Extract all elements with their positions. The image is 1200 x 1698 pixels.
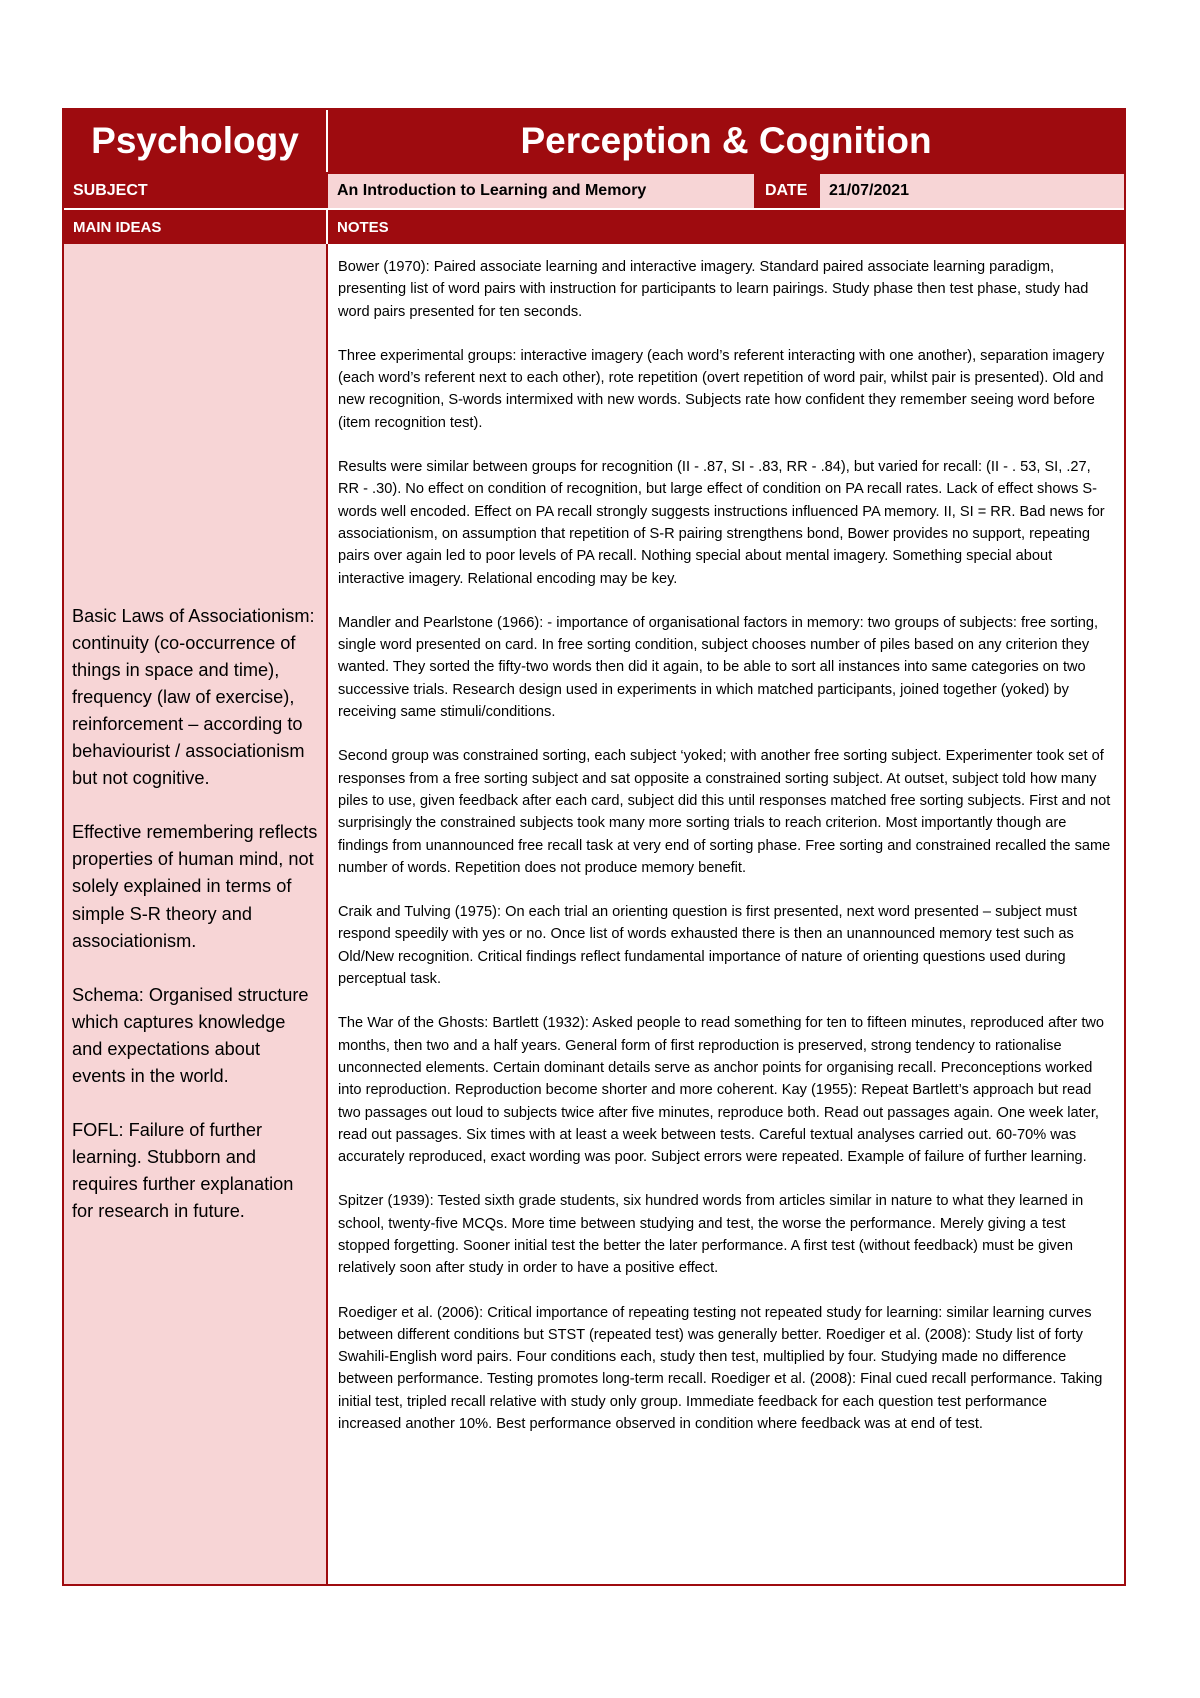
note-paragraph: Roediger et al. (2006): Critical importance of repeating testing not repeated study for learning: similar learning curves between different conditions but STST (repeated test) was generally better. Roediger et al. (2008): Study list of forty Swahili-English word pairs. Four conditions each, study then test, multiplied by four. Studying made no difference between performance. Testing promotes long-term recall. Roediger et al. (2008): Final cued recall performance. Taking initial test, tripled recall relative with study only group. Immediate feedback for each question test performance increased another 10%. Best performance observed in condition where feedback was at end of test. [338,1304,1103,1433]
main-idea-paragraph: Schema: Organised structure which captures knowledge and expectations about events in the world. [72,984,309,1086]
main-idea-paragraph: Basic Laws of Associationism: continuity (co-occurrence of things in space and time), frequency (law of exercise), reinforcement – according to behaviourist / associationism but not cognitive. [72,605,315,789]
notes-column [328,244,1124,1584]
date-value: 21/07/2021 [829,182,910,199]
subject-value: An Introduction to Learning and Memory [328,174,756,208]
note-paragraph: Spitzer (1939): Tested sixth grade students, six hundred words from articles similar in nature to what they learned in school, twenty-five MCQs. More time between studying and test, the worse the performance. Merely giving a test stopped forgetting. Sooner initial test the better the later performance. A first test (without feedback) must be given relatively soon after study in order to have a positive effect. [338,1193,1084,1277]
subject-row [64,172,1124,208]
date-label: DATE [756,174,820,208]
note-paragraph: Mandler and Pearlstone (1966): - importance of organisational factors in memory: two groups of subjects: free sorting, single word presented on card. In free sorting condition, subject chooses number of piles based on any criterion they wanted. They sorted the fifty-two words then did it again, to be able to sort all instances into same categories on two successive trials. Research design used in experiments in which matched participants, joined together (yoked) by receiving same stimuli/conditions. [338,614,1099,721]
notes-sheet [62,108,1126,1586]
note-paragraph: Second group was constrained sorting, each subject ‘yoked; with another free sorting subject. Experimenter took set of responses from a free sorting subject and sat opposite a constrained sorting subject. At outset, subject told how many piles to use, given feedback after each card, subject did this until responses matched free sorting subjects. First and not surprisingly the constrained subjects took many more sorting trials to reach criterion. Most importantly though are findings from unannounced free recall task at very end of sorting phase. Free sorting and constrained recalled the same number of words. Repetition does not produce memory benefit. [338,748,1111,876]
course-title: Psychology [64,110,328,172]
note-paragraph: Results were similar between groups for recognition (II - .87, SI - .83, RR - .84), but varied for recall: (II - . 53, SI, .27, RR - .30). No effect on condition of recognition, but large effect of condition on PA recall rates. Lack of effect shows S-words well encoded. Effect on PA recall strongly suggests instructions influenced PA memory. II, SI = RR. Bad news for associationism, on assumption that repetition of S-R pairing strengthens bond, Bower provides no support, repeating pairs over again led to poor levels of PA recall. Nothing special about mental imagery. Something special about interactive imagery. Relational encoding may be key. [338,459,1105,587]
notes-heading: NOTES [337,218,389,236]
main-ideas-heading: MAIN IDEAS [64,210,328,244]
notes-list [328,244,1124,1435]
title-row [64,110,1124,172]
column-headers [64,208,1124,244]
content-row [64,244,1124,1584]
main-ideas-column [64,244,328,1584]
subject-label: SUBJECT [64,174,328,208]
main-idea-paragraph: Effective remembering reflects properties of human mind, not solely explained in terms of simple S-R theory and associationism. [72,822,318,951]
main-ideas-list [64,603,326,1226]
main-idea-paragraph: FOFL: Failure of further learning. Stubborn and requires further explanation for research in future. [72,1120,294,1222]
module-title: Perception & Cognition [520,120,932,161]
note-paragraph: The War of the Ghosts: Bartlett (1932): Asked people to read something for ten to fifteen minutes, reproduced after two months, then two and a half years. General form of first reproduction is preserved, strong tendency to rationalise unconnected elements. Certain dominant details serve as anchor points for organising recall. Preconceptions worked into reproduction. Reproduction become shorter and more coherent. Kay (1955): Repeat Bartlett’s approach but read two passages out loud to subjects twice after five minutes, reproduce both. Read out passages again. One week later, read out passages. Six times with at least a week between tests. Careful textual analyses carried out. 60-70% was accurately reproduced, exact wording was poor. Subject errors were repeated. Example of failure of further learning. [338,1015,1105,1166]
note-paragraph: Craik and Tulving (1975): On each trial an orienting question is first presented, next word presented – subject must respond speedily with yes or no. Once list of words exhausted there is then an unannounced memory test such as Old/New recognition. Critical findings reflect fundamental importance of nature of orienting questions used during perceptual task. [338,904,1078,988]
note-paragraph: Bower (1970): Paired associate learning and interactive imagery. Standard paired associate learning paradigm, presenting list of word pairs with instruction for participants to learn pairings. Study phase then test phase, study had word pairs presented for ten seconds. [338,259,1089,320]
note-paragraph: Three experimental groups: interactive imagery (each word’s referent interacting with one another), separation imagery (each word’s referent next to each other), rote repetition (overt repetition of word pair, whilst pair is presented). Old and new recognition, S-words intermixed with new words. Subjects rate how confident they remember seeing word before (item recognition test). [338,347,1105,431]
